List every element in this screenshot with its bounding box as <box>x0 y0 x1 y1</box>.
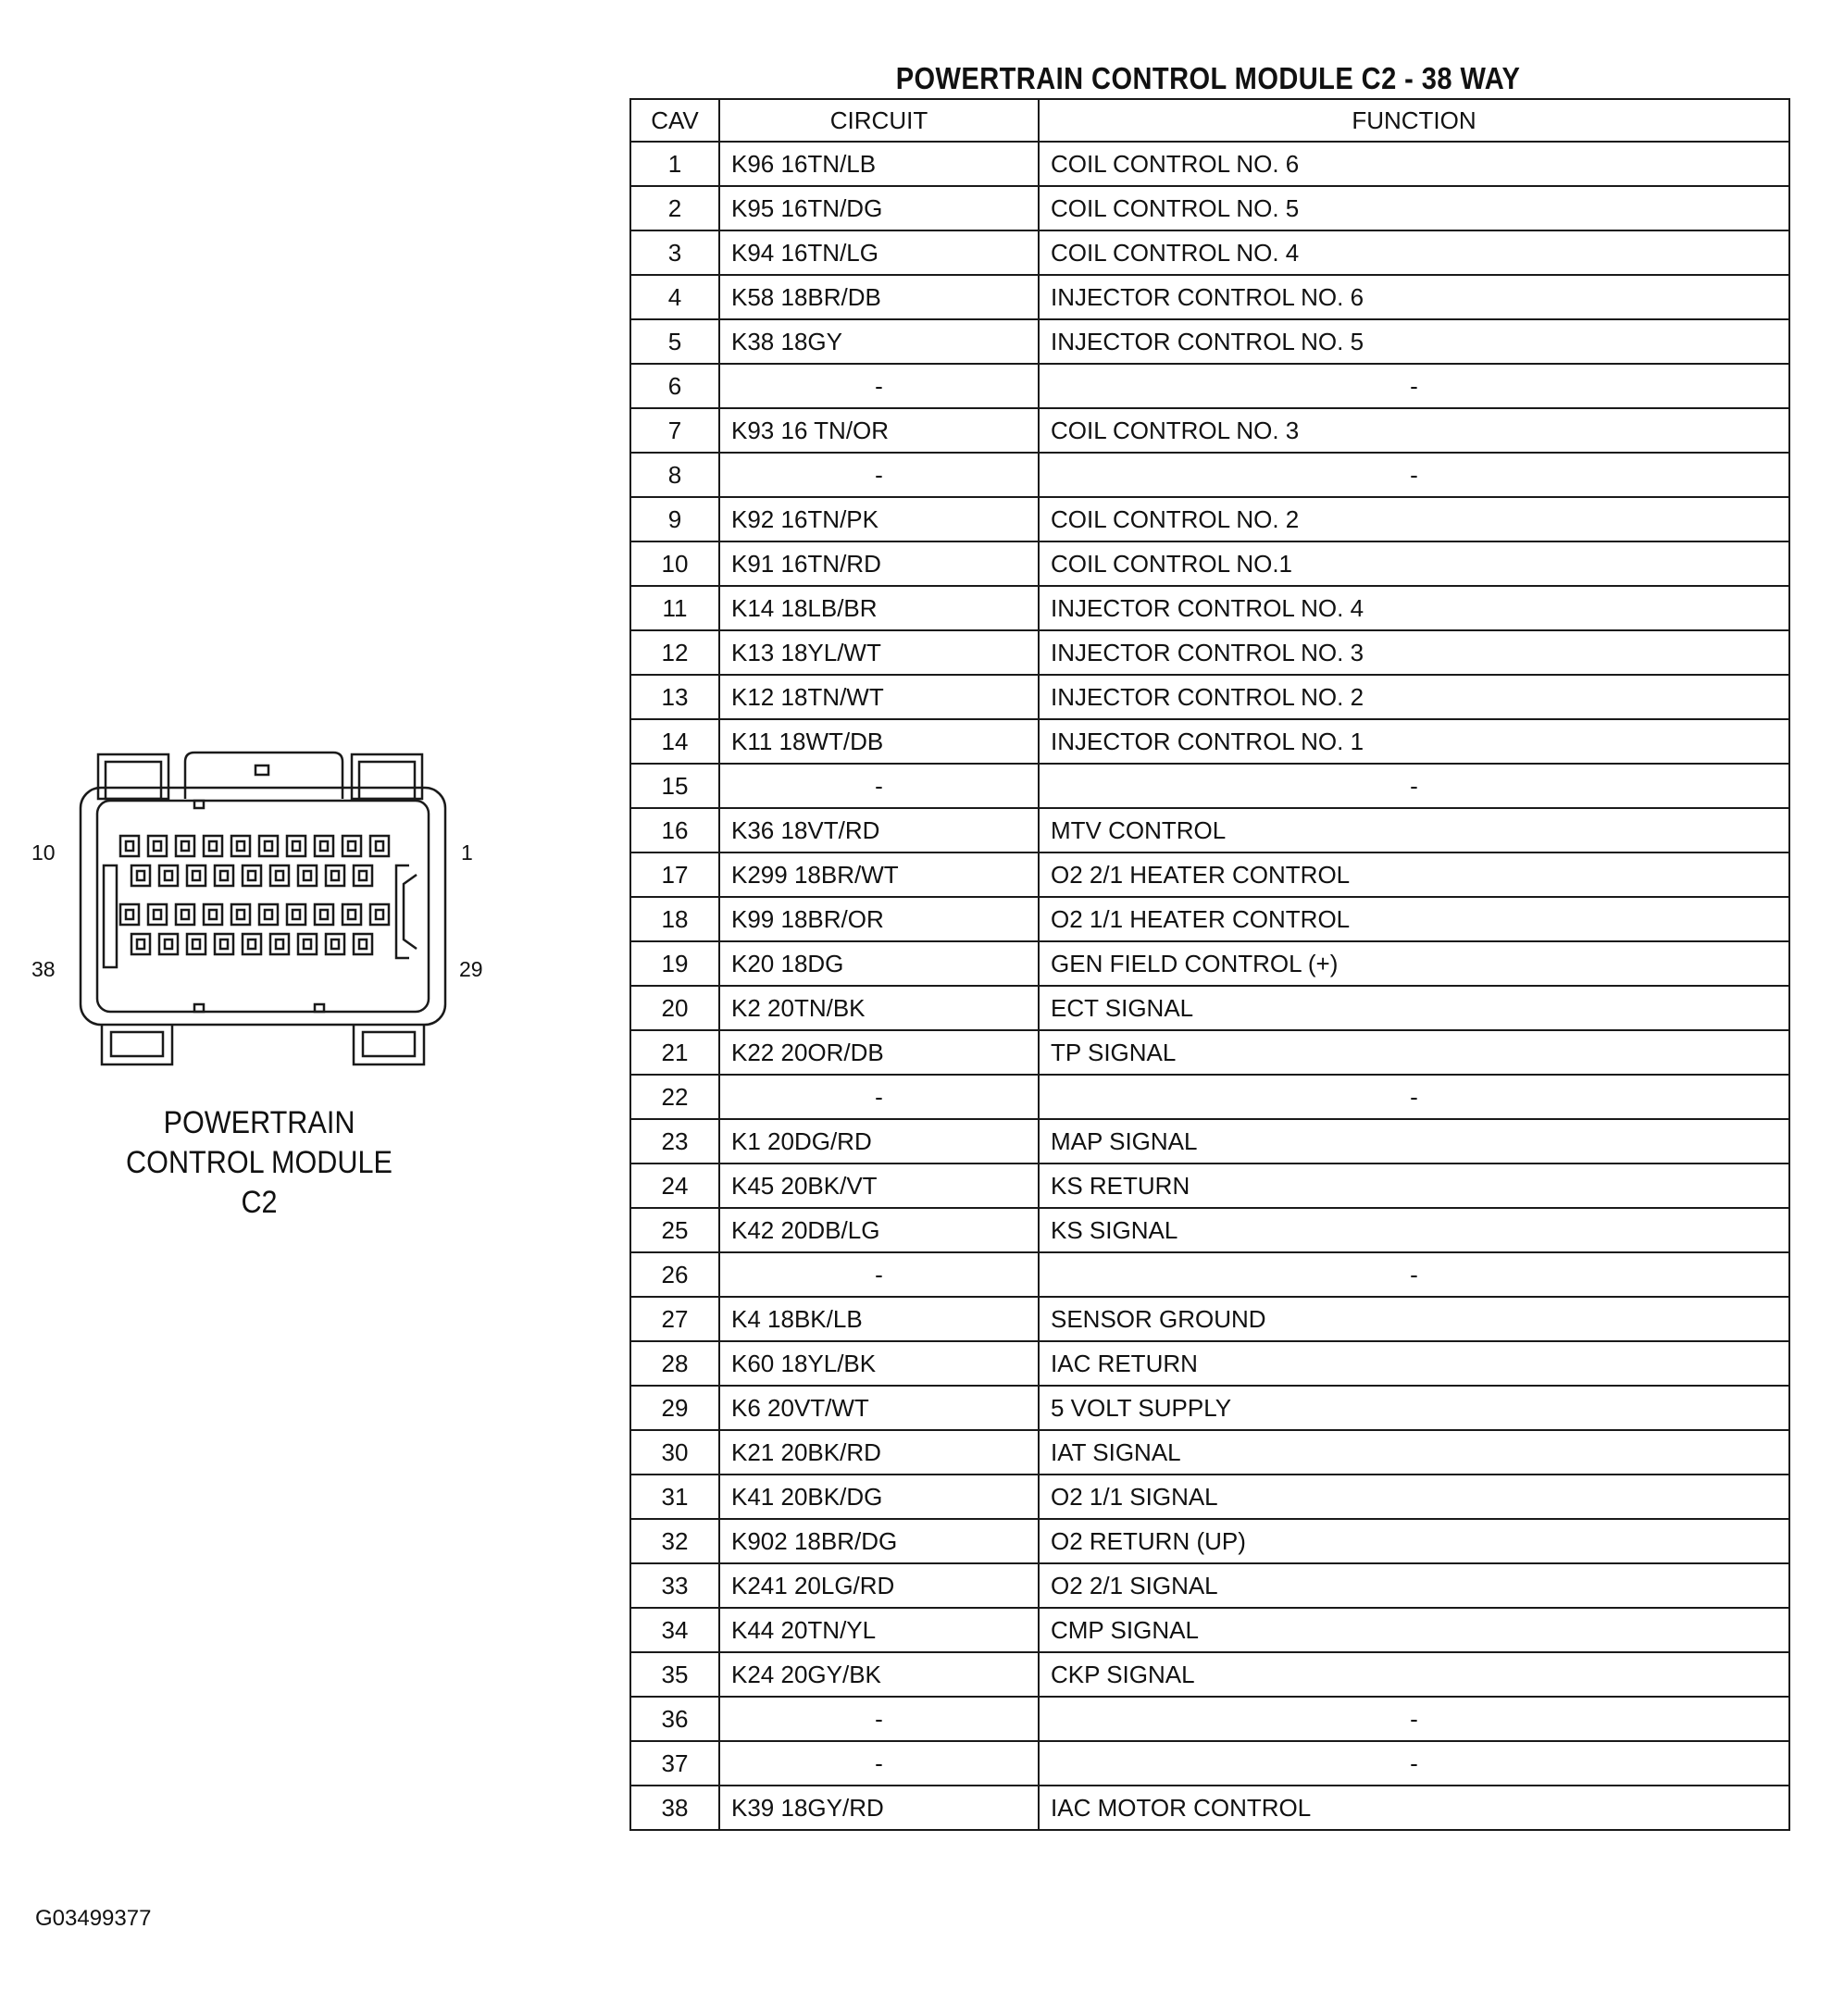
cavity-terminal <box>304 940 311 949</box>
table-row <box>630 142 1789 186</box>
cavity-terminal <box>193 871 200 880</box>
table-row <box>630 1519 1789 1563</box>
cell-circuit: K92 16TN/PK <box>719 497 1039 541</box>
cell-circuit: - <box>719 1741 1039 1786</box>
cavity-terminal <box>293 910 300 919</box>
cavity <box>231 904 250 925</box>
cell-function: COIL CONTROL NO.1 <box>1039 541 1789 586</box>
cell-circuit: K44 20TN/YL <box>719 1608 1039 1652</box>
cavity <box>120 836 139 856</box>
cavity <box>326 934 344 954</box>
cell-circuit: K11 18WT/DB <box>719 719 1039 764</box>
cell-cav: 31 <box>630 1475 719 1519</box>
bottom-inner-tab <box>194 1004 204 1012</box>
cell-cav: 38 <box>630 1786 719 1830</box>
table-row <box>630 186 1789 230</box>
cell-cav: 12 <box>630 630 719 675</box>
cavity-terminal <box>126 910 133 919</box>
cavity <box>243 865 261 886</box>
table-row <box>630 719 1789 764</box>
cell-circuit: K58 18BR/DB <box>719 275 1039 319</box>
cell-circuit: K241 20LG/RD <box>719 1563 1039 1608</box>
cell-circuit: K22 20OR/DB <box>719 1030 1039 1075</box>
cavity <box>231 836 250 856</box>
table-row <box>630 541 1789 586</box>
cavity <box>148 904 167 925</box>
cell-function: TP SIGNAL <box>1039 1030 1789 1075</box>
cell-circuit: - <box>719 1252 1039 1297</box>
cavity <box>343 904 361 925</box>
cell-function: CMP SIGNAL <box>1039 1608 1789 1652</box>
cavity <box>298 934 317 954</box>
table-row <box>630 630 1789 675</box>
cell-circuit: K41 20BK/DG <box>719 1475 1039 1519</box>
cavity <box>370 836 389 856</box>
cell-function: SENSOR GROUND <box>1039 1297 1789 1341</box>
cell-function: - <box>1039 364 1789 408</box>
cavity <box>176 904 194 925</box>
connector-body-outer <box>81 788 445 1025</box>
cell-cav: 24 <box>630 1164 719 1208</box>
table-row <box>630 1252 1789 1297</box>
cell-function: KS RETURN <box>1039 1164 1789 1208</box>
cell-circuit: - <box>719 1697 1039 1741</box>
cavity-terminal <box>265 910 272 919</box>
cell-circuit: K12 18TN/WT <box>719 675 1039 719</box>
cell-circuit: K91 16TN/RD <box>719 541 1039 586</box>
cell-cav: 1 <box>630 142 719 186</box>
cell-cav: 30 <box>630 1430 719 1475</box>
cavity-terminal <box>276 940 283 949</box>
cell-function: IAT SIGNAL <box>1039 1430 1789 1475</box>
cell-cav: 34 <box>630 1608 719 1652</box>
cell-circuit: K21 20BK/RD <box>719 1430 1039 1475</box>
cell-function: - <box>1039 1075 1789 1119</box>
cell-circuit: - <box>719 364 1039 408</box>
cavity <box>287 836 305 856</box>
cell-cav: 23 <box>630 1119 719 1164</box>
table-row <box>630 852 1789 897</box>
cavity-terminal <box>209 841 217 851</box>
cell-circuit: K60 18YL/BK <box>719 1341 1039 1386</box>
cavity-terminal <box>154 841 161 851</box>
cell-cav: 19 <box>630 941 719 986</box>
pin-label-10: 10 <box>31 840 56 865</box>
cell-function: O2 1/1 SIGNAL <box>1039 1475 1789 1519</box>
cavity-terminal <box>193 940 200 949</box>
cavity-terminal <box>209 910 217 919</box>
cell-cav: 20 <box>630 986 719 1030</box>
table-row <box>630 319 1789 364</box>
cell-cav: 16 <box>630 808 719 852</box>
cell-cav: 25 <box>630 1208 719 1252</box>
cell-cav: 5 <box>630 319 719 364</box>
table-row <box>630 497 1789 541</box>
cavity-terminal <box>181 910 189 919</box>
cavity-terminal <box>304 871 311 880</box>
cell-function: GEN FIELD CONTROL (+) <box>1039 941 1789 986</box>
cavity <box>354 934 372 954</box>
cell-cav: 14 <box>630 719 719 764</box>
cell-cav: 17 <box>630 852 719 897</box>
table-row <box>630 1741 1789 1786</box>
table-row <box>630 1341 1789 1386</box>
table-row <box>630 675 1789 719</box>
top-inner-tab <box>194 801 204 808</box>
cavity-terminal <box>359 940 367 949</box>
cavity <box>259 836 278 856</box>
cavity <box>215 934 233 954</box>
cell-circuit: K39 18GY/RD <box>719 1786 1039 1830</box>
cavity-terminal <box>248 871 255 880</box>
cavity-terminal <box>220 871 228 880</box>
caption-line-2: CONTROL MODULE C2 <box>126 1145 392 1220</box>
cell-cav: 33 <box>630 1563 719 1608</box>
cell-cav: 10 <box>630 541 719 586</box>
cell-function: IAC RETURN <box>1039 1341 1789 1386</box>
cell-cav: 32 <box>630 1519 719 1563</box>
table-row <box>630 764 1789 808</box>
cell-circuit: K36 18VT/RD <box>719 808 1039 852</box>
cavity-terminal <box>137 940 144 949</box>
cavity <box>343 836 361 856</box>
table-row <box>630 1164 1789 1208</box>
table-row <box>630 1297 1789 1341</box>
cavity-terminal <box>320 841 328 851</box>
table-row <box>630 408 1789 453</box>
cell-function: O2 1/1 HEATER CONTROL <box>1039 897 1789 941</box>
cavity-terminal <box>248 940 255 949</box>
cavity <box>215 865 233 886</box>
left-key <box>104 865 117 967</box>
cavity <box>315 836 333 856</box>
cell-circuit: K6 20VT/WT <box>719 1386 1039 1430</box>
cell-cav: 21 <box>630 1030 719 1075</box>
cell-circuit: K1 20DG/RD <box>719 1119 1039 1164</box>
table-row <box>630 1030 1789 1075</box>
cell-cav: 6 <box>630 364 719 408</box>
right-key-inner <box>404 875 417 949</box>
table-row <box>630 1652 1789 1697</box>
cavity-terminal <box>237 841 244 851</box>
cavity <box>259 904 278 925</box>
cavity-terminal <box>276 871 283 880</box>
cell-cav: 9 <box>630 497 719 541</box>
cavity <box>370 904 389 925</box>
cell-circuit: K20 18DG <box>719 941 1039 986</box>
cavity-terminal <box>181 841 189 851</box>
figure-id: G03499377 <box>35 1906 152 1931</box>
top-center-tab <box>255 765 268 775</box>
cavity-terminal <box>165 940 172 949</box>
cell-function: INJECTOR CONTROL NO. 6 <box>1039 275 1789 319</box>
pinout-table <box>629 98 1790 1831</box>
cell-function: KS SIGNAL <box>1039 1208 1789 1252</box>
top-left-latch-inner <box>106 762 161 799</box>
cavity <box>298 865 317 886</box>
table-row <box>630 986 1789 1030</box>
table-row <box>630 1386 1789 1430</box>
cell-circuit: K95 16TN/DG <box>719 186 1039 230</box>
cavity <box>326 865 344 886</box>
table-row <box>630 453 1789 497</box>
cavity-terminal <box>137 871 144 880</box>
connector-body-inner <box>97 801 429 1012</box>
cavity <box>204 904 222 925</box>
bottom-inner-tab-2 <box>315 1004 324 1012</box>
cell-cav: 29 <box>630 1386 719 1430</box>
table-title: POWERTRAIN CONTROL MODULE C2 - 38 WAY <box>895 61 1521 95</box>
cell-function: 5 VOLT SUPPLY <box>1039 1386 1789 1430</box>
cavity-terminal <box>348 910 355 919</box>
cell-function: - <box>1039 1252 1789 1297</box>
cell-function: COIL CONTROL NO. 6 <box>1039 142 1789 186</box>
cavity <box>187 934 206 954</box>
cavity-terminal <box>359 871 367 880</box>
connector-caption <box>114 1103 405 1223</box>
cell-circuit: K94 16TN/LG <box>719 230 1039 275</box>
table-row <box>630 275 1789 319</box>
cell-function: INJECTOR CONTROL NO. 3 <box>1039 630 1789 675</box>
cell-circuit: K99 18BR/OR <box>719 897 1039 941</box>
cell-circuit: K2 20TN/BK <box>719 986 1039 1030</box>
cell-circuit: K45 20BK/VT <box>719 1164 1039 1208</box>
caption-line-1: POWERTRAIN <box>163 1105 355 1140</box>
cell-cav: 8 <box>630 453 719 497</box>
cell-circuit: K93 16 TN/OR <box>719 408 1039 453</box>
cell-cav: 36 <box>630 1697 719 1741</box>
cavity <box>204 836 222 856</box>
bottom-left-latch <box>102 1025 172 1064</box>
cavity <box>131 865 150 886</box>
table-row <box>630 808 1789 852</box>
cell-circuit: - <box>719 1075 1039 1119</box>
cavity-terminal <box>154 910 161 919</box>
header-function: FUNCTION <box>1039 99 1789 142</box>
cell-function: COIL CONTROL NO. 2 <box>1039 497 1789 541</box>
header-cav: CAV <box>630 99 719 142</box>
cavity <box>287 904 305 925</box>
table-row <box>630 586 1789 630</box>
cell-cav: 11 <box>630 586 719 630</box>
cell-cav: 2 <box>630 186 719 230</box>
cell-function: COIL CONTROL NO. 5 <box>1039 186 1789 230</box>
cell-function: O2 RETURN (UP) <box>1039 1519 1789 1563</box>
pin-label-29: 29 <box>459 957 483 981</box>
cell-function: INJECTOR CONTROL NO. 1 <box>1039 719 1789 764</box>
cell-function: - <box>1039 1697 1789 1741</box>
cavity <box>176 836 194 856</box>
cavity-terminal <box>126 841 133 851</box>
table-row <box>630 1563 1789 1608</box>
cell-circuit: K24 20GY/BK <box>719 1652 1039 1697</box>
cell-cav: 15 <box>630 764 719 808</box>
cavity-terminal <box>320 910 328 919</box>
cell-circuit: K96 16TN/LB <box>719 142 1039 186</box>
table-row <box>630 1430 1789 1475</box>
table-row <box>630 897 1789 941</box>
cell-function: IAC MOTOR CONTROL <box>1039 1786 1789 1830</box>
cavity-terminal <box>331 940 339 949</box>
cell-cav: 37 <box>630 1741 719 1786</box>
cell-cav: 7 <box>630 408 719 453</box>
table-row <box>630 1075 1789 1119</box>
table-row <box>630 230 1789 275</box>
cavity-terminal <box>220 940 228 949</box>
cell-cav: 13 <box>630 675 719 719</box>
header-circuit: CIRCUIT <box>719 99 1039 142</box>
cavity-terminal <box>265 841 272 851</box>
cavity-terminal <box>237 910 244 919</box>
table-row <box>630 1786 1789 1830</box>
cell-function: - <box>1039 1741 1789 1786</box>
table-header-row <box>630 99 1789 142</box>
cavity <box>187 865 206 886</box>
cell-circuit: K14 18LB/BR <box>719 586 1039 630</box>
cavity <box>120 904 139 925</box>
pin-label-38: 38 <box>31 957 56 981</box>
cavity-terminal <box>376 910 383 919</box>
cavity-terminal <box>293 841 300 851</box>
table-row <box>630 364 1789 408</box>
cavity-terminal <box>165 871 172 880</box>
table-row <box>630 1208 1789 1252</box>
table-row <box>630 941 1789 986</box>
table-row <box>630 1475 1789 1519</box>
table-body <box>630 142 1789 1830</box>
cavity <box>315 904 333 925</box>
cell-function: INJECTOR CONTROL NO. 4 <box>1039 586 1789 630</box>
cavity <box>148 836 167 856</box>
cavity-terminal <box>376 841 383 851</box>
cell-function: INJECTOR CONTROL NO. 5 <box>1039 319 1789 364</box>
cell-cav: 3 <box>630 230 719 275</box>
cell-function: COIL CONTROL NO. 3 <box>1039 408 1789 453</box>
cell-circuit: K42 20DB/LG <box>719 1208 1039 1252</box>
bottom-left-latch-inner <box>111 1032 163 1056</box>
top-right-latch-inner <box>359 762 415 799</box>
cavity <box>270 865 289 886</box>
cavity <box>159 865 178 886</box>
cavity <box>243 934 261 954</box>
cavity <box>131 934 150 954</box>
cell-circuit: K4 18BK/LB <box>719 1297 1039 1341</box>
cavity <box>159 934 178 954</box>
cell-circuit: K299 18BR/WT <box>719 852 1039 897</box>
cell-cav: 27 <box>630 1297 719 1341</box>
cavity-terminal <box>348 841 355 851</box>
cell-function: MAP SIGNAL <box>1039 1119 1789 1164</box>
cell-cav: 35 <box>630 1652 719 1697</box>
table-row <box>630 1697 1789 1741</box>
cell-cav: 26 <box>630 1252 719 1297</box>
table-row <box>630 1119 1789 1164</box>
cell-cav: 28 <box>630 1341 719 1386</box>
cell-circuit: K38 18GY <box>719 319 1039 364</box>
cell-function: O2 2/1 HEATER CONTROL <box>1039 852 1789 897</box>
cell-circuit: K13 18YL/WT <box>719 630 1039 675</box>
cell-function: MTV CONTROL <box>1039 808 1789 852</box>
cavity <box>354 865 372 886</box>
cell-function: COIL CONTROL NO. 4 <box>1039 230 1789 275</box>
cavity <box>270 934 289 954</box>
bottom-right-latch-inner <box>363 1032 415 1056</box>
cell-cav: 22 <box>630 1075 719 1119</box>
cavity-grid <box>120 836 389 954</box>
cell-function: - <box>1039 453 1789 497</box>
cavity-terminal <box>331 871 339 880</box>
cell-function: - <box>1039 764 1789 808</box>
pin-label-1: 1 <box>461 840 473 865</box>
cell-circuit: K902 18BR/DG <box>719 1519 1039 1563</box>
cell-function: O2 2/1 SIGNAL <box>1039 1563 1789 1608</box>
cell-cav: 4 <box>630 275 719 319</box>
bottom-right-latch <box>354 1025 424 1064</box>
cell-function: CKP SIGNAL <box>1039 1652 1789 1697</box>
table-row <box>630 1608 1789 1652</box>
cell-cav: 18 <box>630 897 719 941</box>
cell-circuit: - <box>719 764 1039 808</box>
cell-function: INJECTOR CONTROL NO. 2 <box>1039 675 1789 719</box>
cell-circuit: - <box>719 453 1039 497</box>
cell-function: ECT SIGNAL <box>1039 986 1789 1030</box>
